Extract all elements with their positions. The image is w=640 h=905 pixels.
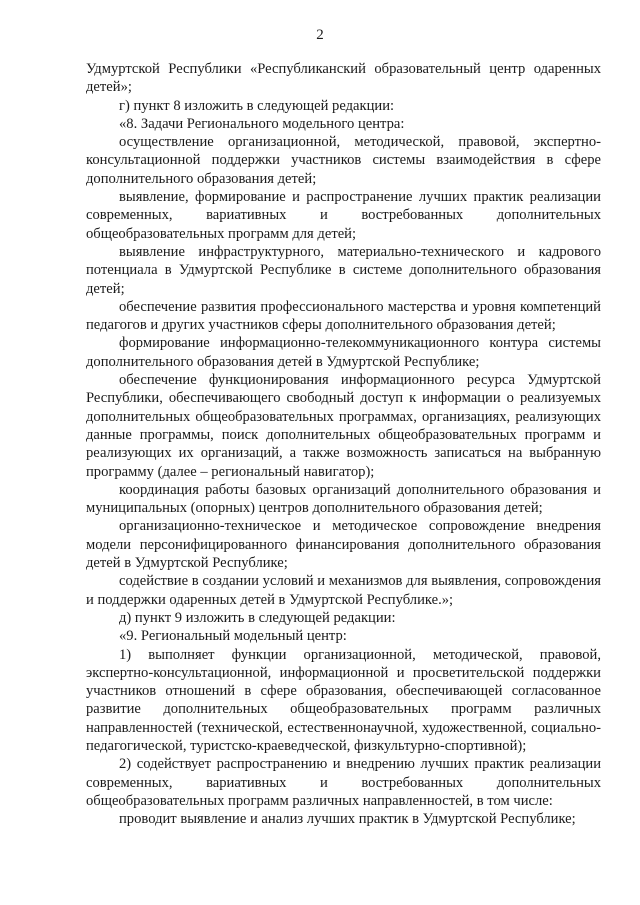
paragraph: выявление инфраструктурного, материально-технического и кадрового потенциала в Удмуртской Республике в системе дополнительного образования детей;	[86, 243, 601, 297]
paragraph: выявление, формирование и распространение лучших практик реализации современных, вариативных и востребованных дополнительных общеобразовательных программ для детей;	[86, 189, 601, 242]
document-body	[86, 60, 601, 828]
paragraph: координация работы базовых организаций дополнительного образования и муниципальных (опорных) центров дополнительного образования детей;	[86, 481, 601, 517]
paragraph: «9. Региональный модельный центр:	[119, 628, 347, 645]
paragraph: проводит выявление и анализ лучших практик в Удмуртской Республике;	[119, 811, 576, 828]
page-number: 2	[316, 27, 324, 43]
paragraph: обеспечение развития профессионального мастерства и уровня компетенций педагогов и других участников сферы дополнительного образования детей;	[86, 298, 601, 334]
paragraph: г) пункт 8 изложить в следующей редакции:	[119, 97, 395, 114]
paragraph: содействие в создании условий и механизмов для выявления, сопровождения и поддержки одаренных детей в Удмуртской Республике.»;	[86, 573, 601, 608]
paragraph: обеспечение функционирования информационного ресурса Удмуртской Республики, обеспечивающего свободный доступ к информации о реализуемых дополнительных общеобразовательных программах, организациях, реализующих данные программы, поиск дополнительных общеобразовательных программ и реализующих их организаций, а также возможность записаться на выбранную программу (далее – региональный навигатор);	[86, 372, 601, 480]
paragraph: формирование информационно-телекоммуникационного контура системы дополнительного образования детей в Удмуртской Республике;	[86, 335, 601, 370]
paragraph: осуществление организационной, методической, правовой, экспертно-консультационной поддержки участников системы взаимодействия в сфере дополнительного образования детей;	[86, 134, 601, 187]
paragraph: «8. Задачи Регионального модельного центра:	[119, 115, 405, 132]
paragraph: организационно-техническое и методическое сопровождение внедрения модели персонифицированного финансирования дополнительного образования детей в Удмуртской Республике;	[86, 518, 601, 572]
paragraph: 1) выполняет функции организационной, методической, правовой, экспертно-консультационной, информационной и просветительской поддержки участников отношений в сфере образования, обеспечивающей согласованное развитие дополнительных общеобразовательных программ различных направленностей (технической, естественнонаучной, художественной, социально-педагогической, туристско-краеведческой, физкультурно-спортивной);	[86, 646, 601, 754]
paragraph: Удмуртской Республики «Республиканский образовательный центр одаренных детей»;	[86, 61, 601, 96]
paragraph: 2) содействует распространению и внедрению лучших практик реализации современных, вариативных и востребованных дополнительных общеобразовательных программ различных направленностей, в том числе:	[86, 756, 601, 809]
paragraph: д) пункт 9 изложить в следующей редакции:	[119, 609, 396, 626]
